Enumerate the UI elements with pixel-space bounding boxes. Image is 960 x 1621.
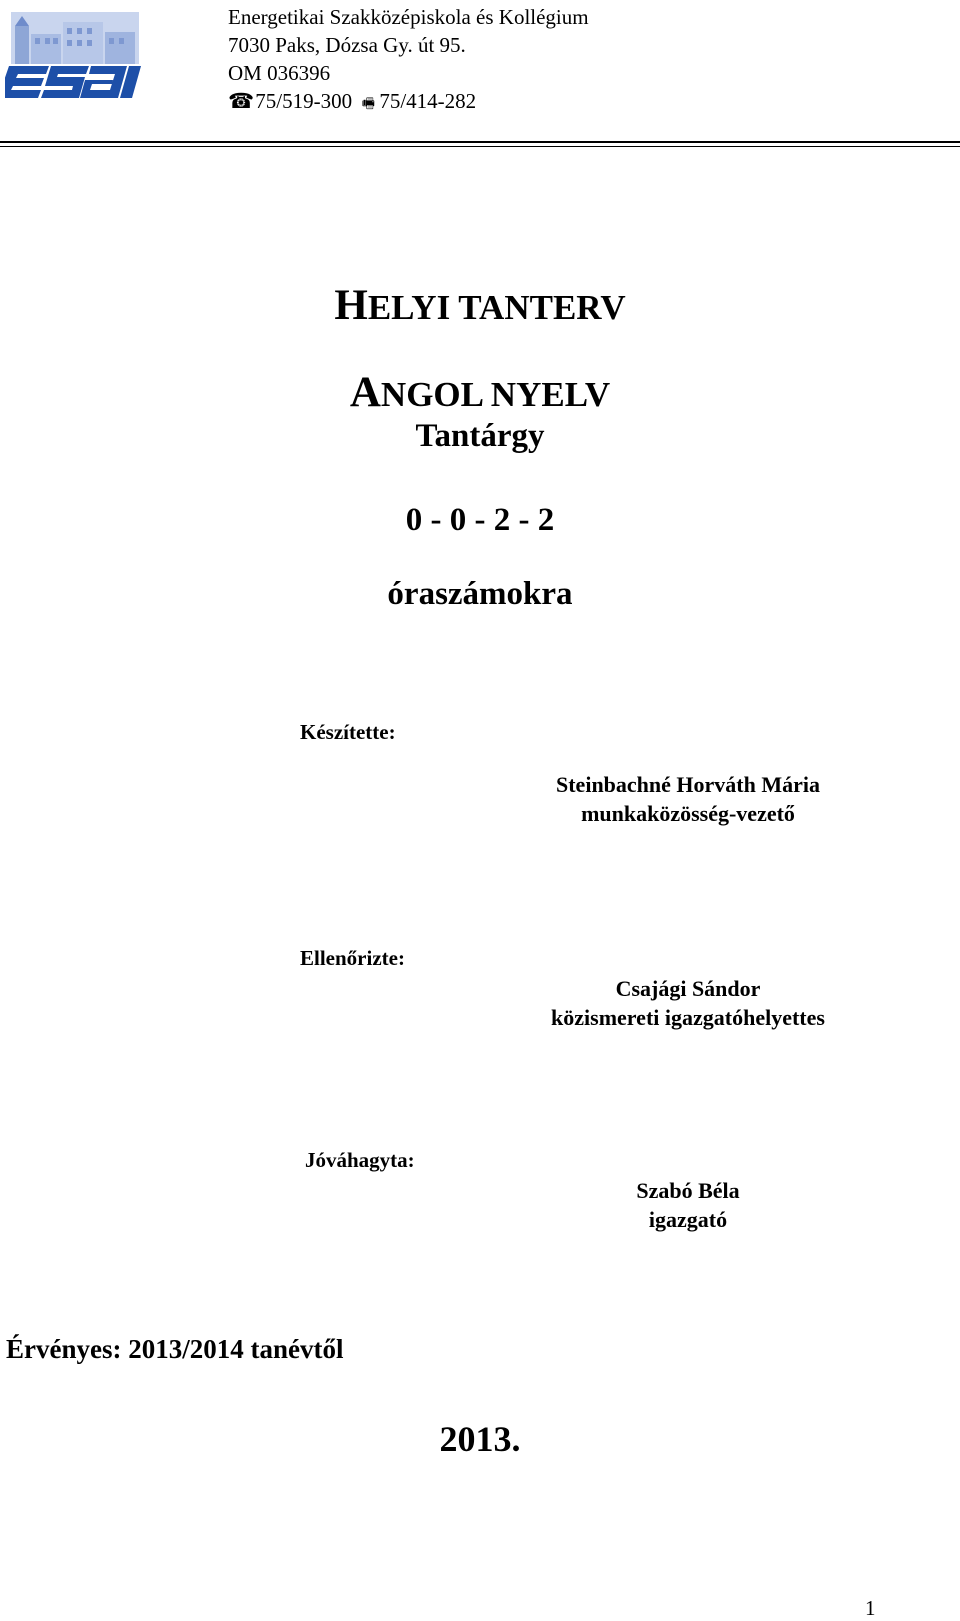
header-rule: [0, 141, 960, 143]
school-name: Energetikai Szakközépiskola és Kollégium: [228, 5, 589, 29]
contact-line: [228, 89, 476, 117]
prepared-role: munkaközösség-vezető: [581, 801, 795, 826]
om-number: OM 036396: [228, 61, 331, 85]
page-number: 1: [865, 1596, 876, 1620]
approved-label: Jóváhagyta:: [305, 1148, 415, 1172]
subject-title: ANGOL NYELV: [349, 369, 611, 416]
approved-name: Szabó Béla: [636, 1178, 740, 1203]
phone-number: 75/519-300: [255, 89, 353, 113]
fax-icon: 🖷: [361, 97, 375, 112]
fax-number: 75/414-282: [379, 89, 477, 113]
validity-note: Érvényes: 2013/2014 tanévtől: [6, 1334, 344, 1364]
school-logo: [5, 4, 147, 98]
prepared-label: Készítette:: [300, 720, 396, 744]
document-title: HELYI TANTERV: [334, 282, 626, 329]
hours-distribution: 0 - 0 - 2 - 2: [405, 502, 555, 538]
checked-name: Csajági Sándor: [615, 976, 761, 1001]
telephone-icon: ☎: [228, 89, 255, 113]
prepared-name: Steinbachné Horváth Mária: [556, 772, 820, 797]
checked-label: Ellenőrizte:: [300, 946, 405, 970]
school-address: 7030 Paks, Dózsa Gy. út 95.: [228, 33, 466, 57]
checked-role: közismereti igazgatóhelyettes: [551, 1005, 825, 1030]
subject-type: Tantárgy: [415, 418, 545, 454]
approved-role: igazgató: [648, 1207, 728, 1232]
hours-suffix: óraszámokra: [387, 576, 573, 612]
header-rule-thin: [0, 146, 960, 147]
document-year: 2013.: [439, 1419, 521, 1459]
